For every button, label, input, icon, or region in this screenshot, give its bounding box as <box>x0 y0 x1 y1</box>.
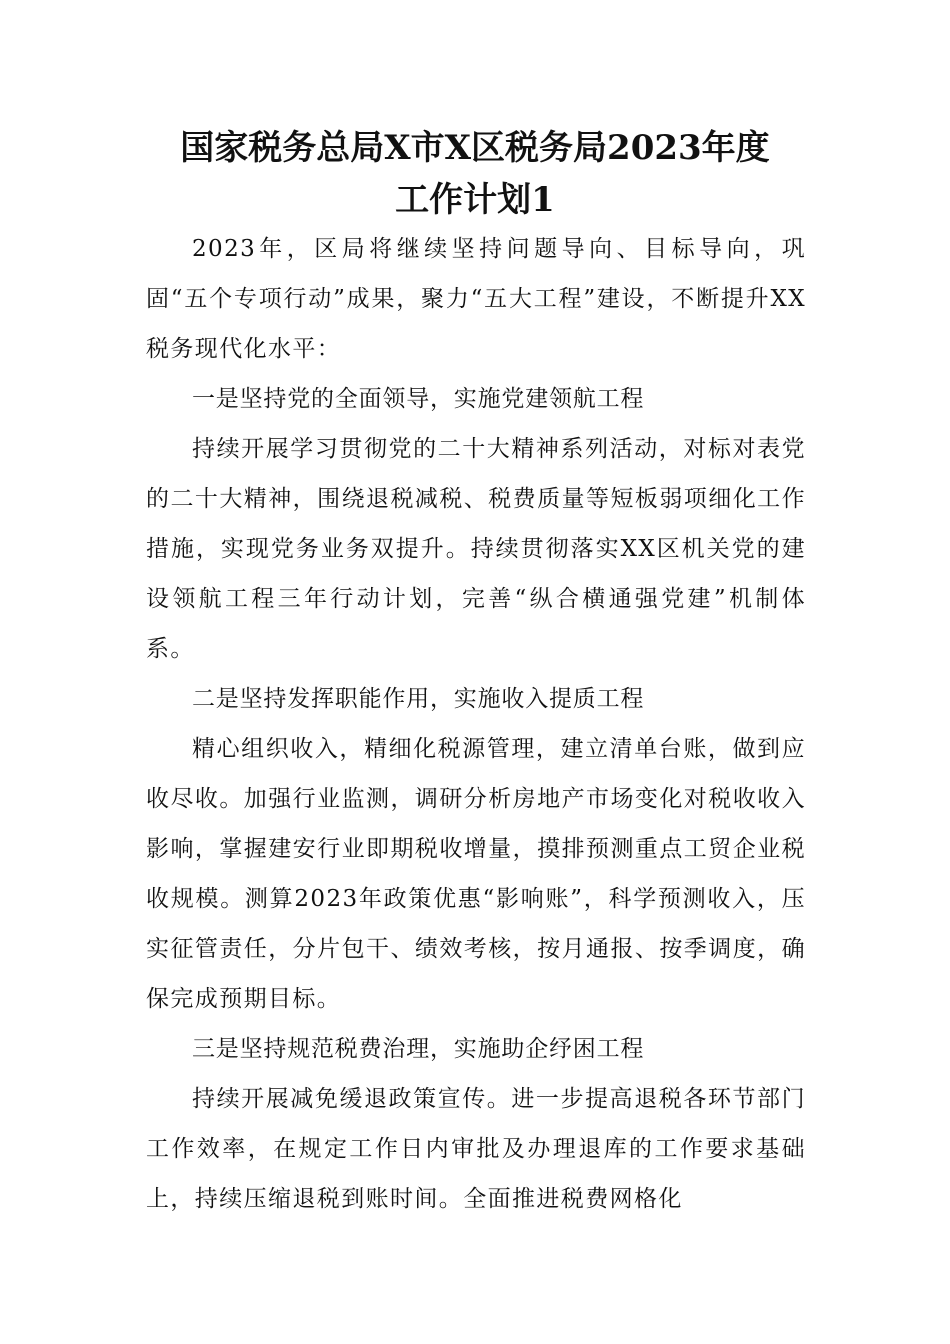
intro-paragraph: 2023年，区局将继续坚持问题导向、目标导向，巩固“五个专项行动”成果，聚力“五大工程”建设，不断提升XX税务现代化水平： <box>146 236 806 362</box>
document-body <box>146 224 806 1224</box>
title-line-1: 国家税务总局X市X区税务局2023年度 <box>180 128 770 168</box>
section-heading-1: 一是坚持党的全面领导，实施党建领航工程 <box>192 386 645 412</box>
section-paragraph-1: 持续开展学习贯彻党的二十大精神系列活动，对标对表党的二十大精神，围绕退税减税、税费质量等短板弱项细化工作措施，实现党务业务双提升。持续贯彻落实XX区机关党的建设领航工程三年行动计划，完善“纵合横通强党建”机制体系。 <box>146 436 806 662</box>
section-paragraph-3: 持续开展减免缓退政策宣传。进一步提高退税各环节部门工作效率，在规定工作日内审批及办理退库的工作要求基础上，持续压缩退税到账时间。全面推进税费网格化 <box>146 1086 806 1212</box>
section-paragraph-2: 精心组织收入，精细化税源管理，建立清单台账，做到应收尽收。加强行业监测，调研分析房地产市场变化对税收收入影响，掌握建安行业即期税收增量，摸排预测重点工贸企业税收规模。测算2023年政策优惠“影响账”，科学预测收入，压实征管责任，分片包干、绩效考核，按月通报、按季调度，确保完成预期目标。 <box>146 736 806 1012</box>
title-line-2: 工作计划1 <box>395 180 555 220</box>
section-heading-3: 三是坚持规范税费治理，实施助企纾困工程 <box>192 1036 645 1062</box>
document-title <box>120 122 830 226</box>
section-heading-2: 二是坚持发挥职能作用，实施收入提质工程 <box>192 686 645 712</box>
